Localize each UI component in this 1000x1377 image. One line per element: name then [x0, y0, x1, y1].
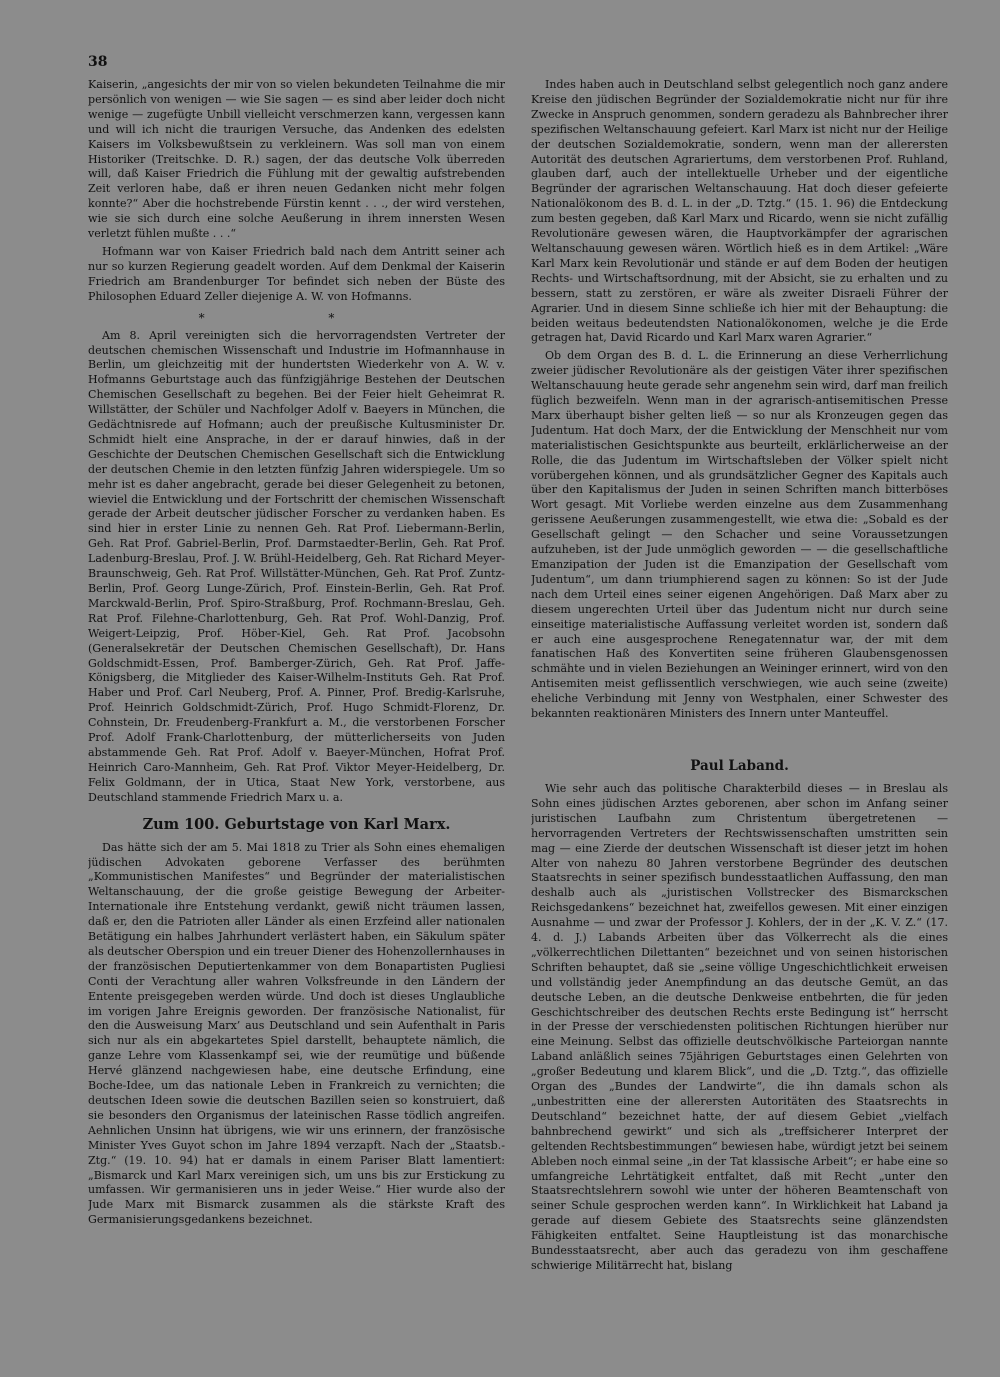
- section-heading-marx: Zum 100. Geburtstage von Karl Marx.: [142, 815, 451, 833]
- article-paragraph: Indes haben auch in Deutschland selbst gelegentlich noch ganz andere Kreise den jüdischen Begründer der Sozialdemokratie nicht nur für ihre Zwecke in Anspruch genommen, sondern geradezu als Bahnbrecher ihrer spezifischen Weltanschauung gefeiert. Karl Marx ist nicht nur der Heilige der deutschen Sozialdemokratie, sondern, wenn man der allerersten Autorität des deutschen Agrariertums, dem verstorbenen Prof. Ruhland, glauben darf, auch der intellektuelle Urheber und der eigentliche Begründer der agrarischen Weltanschauung. Hat doch dieser gefeierte Nationalökonom des B. d. L. in der „D. Tztg.“ (15. 1. 96) die Entdeckung zum besten gegeben, daß Karl Marx und Ricardo, wenn sie nicht zufällig Revolutionäre gewesen wären, die Hauptvorkämpfer der agrarischen Weltanschauung gewesen wären. Wörtlich hieß es in dem Artikel: „Wäre Karl Marx kein Revolutionär und stände er auf dem Boden der heutigen Rechts- und Wirtschaftsordnung, mit der Absicht, sie zu erhalten und zu bessern, statt zu zerstören, er wäre als zweiter Disraeli Führer der Agrarier. Und in diesem Sinne schließe ich hier mit der Behauptung: die beiden weitaus bedeutendsten Nationalökonomen, welche je die Erde getragen hat, David Ricardo und Karl Marx waren Agrarier.“: [531, 78, 948, 345]
- article-paragraph: Ob dem Organ des B. d. L. die Erinnerung an diese Verherrlichung zweier jüdischer Revolutionäre als der geistigen Väter ihrer spezifischen Weltanschauung heute gerade sehr angenehm sein wird, darf man freilich füglich bezweifeln. Wenn man in der agrarisch-antisemitischen Presse Marx überhaupt bisher gelten ließ — so nur als Kronzeugen gegen das Judentum. Hat doch Marx, der die Entwicklung der Menschheit nur vom materialistischen Gesichtspunkte aus beurteilt, erklärlicherweise an der Rolle, die das Judentum im Wirtschaftsleben der Völker spielt nicht vorübergehen können, und als grundsätzlicher Gegner des Kapitals auch über den Kapitalismus der Juden in seinen Schriften manch bitterböses Wort gesagt. Mit Vorliebe werden einzelne aus dem Zusammenhang gerissene Aeußerungen zusammengestellt, wie etwa die: „Sobald es der Gesellschaft gelingt — den Schacher und seine Voraussetzungen aufzuheben, ist der Jude unmöglich geworden — — die gesellschaftliche Emanzipation der Juden ist die Emanzipation der Gesellschaft vom Judentum“, um dann triumphierend sagen zu können: So ist der Jude nach dem Urteil eines seiner eigenen Angehörigen. Daß Marx aber zu diesem ungerechten Urteil über das Judentum nicht nur durch seine einseitige materialistische Auffassung verleitet worden ist, sondern daß er auch eine ausgesprochene Renegatennatur war, der mit dem fanatischen Haß des Konvertiten seine früheren Glaubensgenossen schmähte und in vielen Beziehungen an Weininger erinnert, wird von den Antisemiten meist geflissentlich verschwiegen, wie auch seine (zweite) eheliche Verbindung mit Jenny von Westphalen, einer Schwester des bekannten reaktionären Ministers des Innern unter Manteuffel.: [531, 349, 948, 721]
- left-column: [88, 78, 505, 1368]
- article-paragraph: Hofmann war von Kaiser Friedrich bald nach dem Antritt seiner ach nur so kurzen Regierung geadelt worden. Auf dem Denkmal der Kaiserin Friedrich am Brandenburger Tor befindet sich neben der Büste des Philosophen Eduard Zeller diejenige A. W. von Hofmanns.: [88, 244, 505, 303]
- section-heading-laband: Paul Laband.: [690, 757, 789, 774]
- article-paragraph: Kaiserin, „angesichts der mir von so vielen bekundeten Teilnahme die mir persönlich von wenigen — wie Sie sagen — es sind aber leider doch nicht wenige — zugefügte Unbill vielleicht verschmerzen kann, vergessen kann und will ich nicht die traurigen Versuche, das Andenken des edelsten Kaisers im Volksbewußtsein zu verkleinern. Was soll man von einem Historiker (Treitschke. D. R.) sagen, der das deutsche Volk überreden will, daß Kaiser Friedrich die Fühlung mit der gewaltig aufstrebenden Zeit verloren habe, daß er ihren neuen Gedanken nicht mehr folgen konnte?“ Aber die hochstrebende Fürstin kennt . . ., der wird verstehen, wie sie sich durch eine solche Aeußerung in ihrem innersten Wesen verletzt fühlen mußte . . .“: [88, 78, 505, 241]
- article-paragraph: Wie sehr auch das politische Charakterbild dieses — in Breslau als Sohn eines jüdischen Arztes geborenen, aber schon im Anfang seiner juristischen Laufbahn zum Christentum übergetretenen — hervorragenden Vertreters der Rechtswissenschaften umstritten sein mag — eine Zierde der deutschen Wissenschaft ist dieser jetzt im hohen Alter von nahezu 80 Jahren verstorbene Begründer des deutschen Staatsrechts in seiner spezifisch bundesstaatlichen Auffassung, den man deshalb auch als „juristischen Vollstrecker des Bismarckschen Reichsgedankens“ bezeichnet hat, zweifellos gewesen. Mit einer einzigen Ausnahme — und zwar der Professor J. Kohlers, der in der „K. V. Z.“ (17. 4. d. J.) Labands Arbeiten über das Völkerrecht als die eines „völkerrechtlichen Dilettanten“ bezeichnet und von seinen historischen Schriften behauptet, daß sie „seine völlige Ungeschichtlichkeit erweisen und vollständig jeder Anempfindung an das deutsche Gemüt, an das deutsche Leben, an die deutsche Denkweise entbehrten, die für jeden Geschichtschreiber des deutschen Rechts erste Bedingung ist“ herrscht in der Presse der verschiedensten politischen Richtungen hierüber nur eine Meinung. Selbst das offizielle deutschvölkische Parteiorgan nannte Laband anläßlich seines 75jährigen Geburtstages einen Gelehrten von „großer Bedeutung und klarem Blick“, und die „D. Tztg.“, das offizielle Organ des „Bundes der Landwirte“, die ihn damals schon als „unbestritten eine der allerersten Autoritäten des Staatsrechts in Deutschland“ bezeichnet hatte, der auf diesem Gebiet „vielfach bahnbrechend gewirkt“ und sich als „treffsicherer Interpret der geltenden Rechtsbestimmungen“ bewiesen habe, würdigt jetzt bei seinem Ableben noch einmal seine „in der Tat klassische Arbeit“; er habe eine so umfangreiche Lehrtätigkeit entfaltet, daß mit Recht „unter den Staatsrechtslehrern sowohl wie unter der höheren Beamtenschaft von seiner Schule gesprochen werden kann“. In Wirklichkeit hat Laband ja gerade auf diesem Gebiete des Staatsrechts seine glänzendsten Fähigkeiten entfaltet. Seine Hauptleistung ist das monarchische Bundesstaatsrecht, aber auch das geradezu von ihm geschaffene schwierige Militärrecht hat, bislang: [531, 781, 948, 1272]
- section-separator: * *: [198, 310, 395, 325]
- article-paragraph: Am 8. April vereinigten sich die hervorragendsten Vertreter der deutschen chemischen Wissenschaft und Industrie im Hofmannhause in Berlin, um gleichzeitig mit der hundertsten Wiederkehr von A. W. v. Hofmanns Geburtstage auch das fünfzigjährige Bestehen der Deutschen Chemischen Gesellschaft zu begehen. Bei der Feier hielt Geheimrat R. Willstätter, der Schüler und Nachfolger Adolf v. Baeyers in München, die Gedächtnisrede auf Hofmann; auch der preußische Kultusminister Dr. Schmidt hielt eine Ansprache, in der er darauf hinwies, daß in der Geschichte der Deutschen Chemischen Gesellschaft sich die Entwicklung der deutschen Chemie in den letzten fünfzig Jahren widerspiegele. Um so mehr ist es daher angebracht, gerade bei dieser Gelegenheit zu betonen, wieviel die Entwicklung und der Fortschritt der chemischen Wissenschaft gerade der Arbeit deutscher jüdischer Forscher zu verdanken haben. Es sind hier in erster Linie zu nennen Geh. Rat Prof. Liebermann-Berlin, Geh. Rat Prof. Gabriel-Berlin, Prof. Darmstaedter-Berlin, Geh. Rat Prof. Ladenburg-Breslau, Prof. J. W. Brühl-Heidelberg, Geh. Rat Richard Meyer-Braunschweig, Geh. Rat Prof. Willstätter-München, Geh. Rat Prof. Zuntz-Berlin, Prof. Georg Lunge-Zürich, Prof. Einstein-Berlin, Geh. Rat Prof. Marckwald-Berlin, Prof. Spiro-Straßburg, Prof. Rochmann-Breslau, Geh. Rat Prof. Filehne-Charlottenburg, Geh. Rat Prof. Wohl-Danzig, Prof. Weigert-Leipzig, Prof. Höber-Kiel, Geh. Rat Prof. Jacobsohn (Generalsekretär der Deutschen Chemischen Gesellschaft), Dr. Hans Goldschmidt-Essen, Prof. Bamberger-Zürich, Geh. Rat Prof. Jaffe-Königsberg, die Mitglieder des Kaiser-Wilhelm-Instituts Geh. Rat Prof. Haber und Prof. Carl Neuberg, Prof. A. Pinner, Prof. Bredig-Karlsruhe, Prof. Heinrich Goldschmidt-Zürich, Prof. Hugo Schmidt-Florenz, Dr. Cohnstein, Dr. Freudenberg-Frankfurt a. M., die verstorbenen Forscher Prof. Adolf Frank-Charlottenburg, der mütterlicherseits von Juden abstammende Geh. Rat Prof. Adolf v. Baeyer-München, Hofrat Prof. Heinrich Caro-Mannheim, Geh. Rat Prof. Viktor Meyer-Heidelberg, Dr. Felix Goldmann, der in Utica, Staat New York, verstorbene, aus Deutschland stammende Friedrich Marx u. a.: [88, 328, 505, 804]
- article-paragraph: Das hätte sich der am 5. Mai 1818 zu Trier als Sohn eines ehemaligen jüdischen Advokaten geborene Verfasser des berühmten „Kommunistischen Manifestes“ und Begründer der materialistischen Weltanschauung, der die große geistige Bewegung der Arbeiter-Internationale ihre Entstehung verdankt, gewiß nicht träumen lassen, daß er, den die Patrioten aller Länder als einen Erzfeind aller nationalen Betätigung ein halbes Jahrhundert verlästert haben, ein Säkulum später als deutscher Oberspion und ein treuer Diener des Hohenzollernhauses in der französischen Deputiertenkammer von dem Bonapartisten Pugliesi Conti der Verachtung aller wahren Volksfreunde in den Ländern der Entente preisgegeben werden würde. Und doch ist dieses Unglaubliche im vorigen Jahre Ereignis geworden. Der französische Nationalist, für den die Ausweisung Marx’ aus Deutschland und sein Aufenthalt in Paris sich nur als ein abgekartetes Spiel darstellt, behauptete nämlich, die ganze Lehre vom Klassenkampf sei, wie der reumütige und büßende Hervé glänzend nachgewiesen habe, eine deutsche Erfindung, eine Boche-Idee, um das nationale Leben in Frankreich zu vernichten; die deutschen Ideen sowie die deutschen Bazillen seien so konstruiert, daß sie besonders den Organismus der lateinischen Rasse tödlich angreifen. Aehnlichen Unsinn hat übrigens, wie wir uns erinnern, der französische Minister Yves Guyot schon im Jahre 1894 verzapft. Nach der „Staatsb.-Ztg.“ (19. 10. 94) hat er damals in einem Pariser Blatt lamentiert: „Bismarck und Karl Marx vereinigen sich, um uns bis zur Erstickung zu umfassen. Wir germanisieren uns in jeder Weise.“ Hier wurde also der Jude Marx mit Bismarck zusammen als die stärkste Kraft des Germanisierungsgedankens bezeichnet.: [88, 840, 505, 1227]
- text-columns: [88, 78, 948, 1368]
- page-number: 38: [88, 54, 108, 70]
- right-column: [531, 78, 948, 1368]
